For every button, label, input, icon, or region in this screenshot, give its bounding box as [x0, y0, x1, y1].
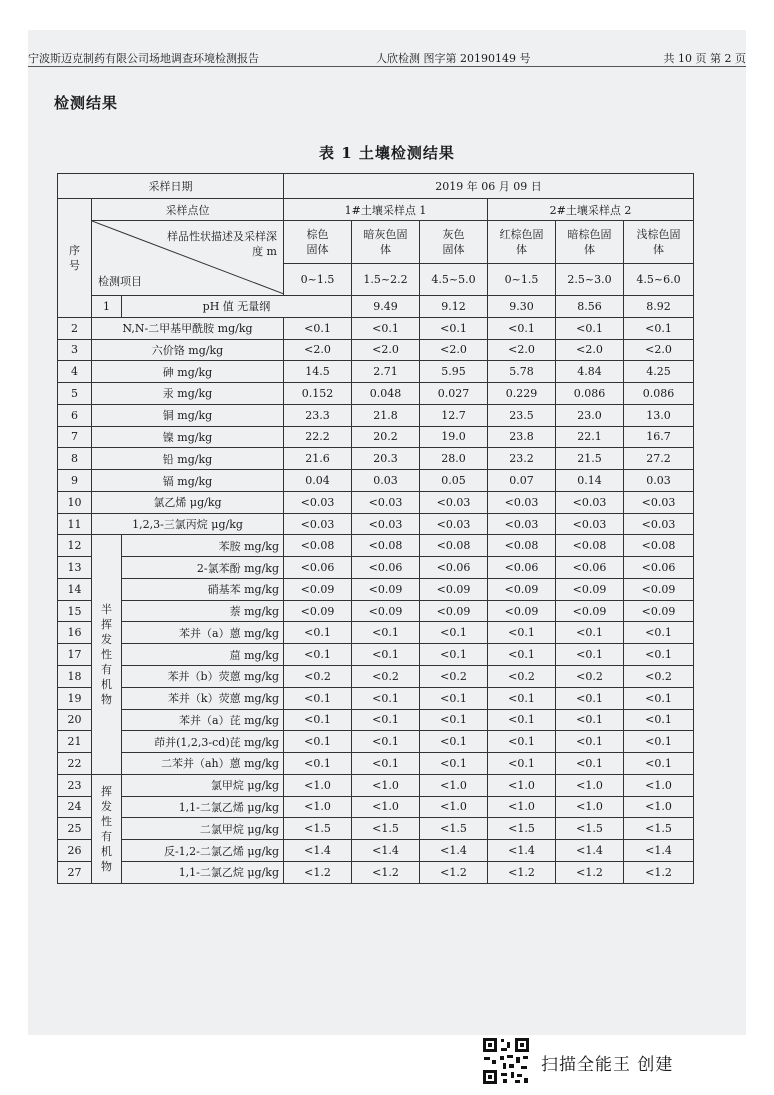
result-value: <0.03	[488, 491, 556, 513]
result-value: <0.2	[624, 666, 694, 688]
table-row	[58, 404, 694, 426]
row-number: 22	[58, 753, 92, 775]
result-value: <0.1	[624, 644, 694, 666]
result-value: <0.1	[624, 731, 694, 753]
test-item-name: 氯甲烷 μg/kg	[122, 774, 284, 796]
row-number: 10	[58, 491, 92, 513]
sampling-point-label: 采样点位	[92, 199, 284, 221]
test-item-name: 二氯甲烷 μg/kg	[122, 818, 284, 840]
result-value: <1.5	[556, 818, 624, 840]
table-row	[58, 709, 694, 731]
sample-description: 暗灰色固体	[352, 221, 420, 264]
row-number: 14	[58, 578, 92, 600]
result-value: 8.92	[624, 296, 694, 318]
test-item-name: 氯乙烯 μg/kg	[92, 491, 284, 513]
result-value: <0.1	[352, 317, 420, 339]
row-number: 12	[58, 535, 92, 557]
group-semi-volatile: 半挥发性有机物	[92, 535, 122, 774]
row-number: 21	[58, 731, 92, 753]
result-value: 0.03	[624, 470, 694, 492]
result-value: <0.1	[420, 731, 488, 753]
table-row	[58, 339, 694, 361]
result-value: 0.03	[352, 470, 420, 492]
result-value: <0.1	[556, 687, 624, 709]
test-item-name: 二苯并（ah）蒽 mg/kg	[122, 753, 284, 775]
result-value: <1.5	[624, 818, 694, 840]
result-value: <0.1	[488, 317, 556, 339]
result-value: <1.4	[624, 840, 694, 862]
result-value: <0.03	[556, 491, 624, 513]
result-value: 21.5	[556, 448, 624, 470]
sampling-point-1: 1#土壤采样点 1	[284, 199, 488, 221]
result-value: <1.4	[488, 840, 556, 862]
result-value: <0.08	[284, 535, 352, 557]
description-depth-label: 样品性状描述及采样深度 m	[167, 230, 277, 258]
result-value: <0.09	[352, 600, 420, 622]
result-value: <0.2	[556, 666, 624, 688]
result-value: <0.1	[420, 622, 488, 644]
result-value: 9.30	[488, 296, 556, 318]
result-value: <0.1	[284, 709, 352, 731]
row-number: 1	[92, 296, 122, 318]
header-page-number: 共 10 页 第 2 页	[663, 52, 746, 65]
test-item-name: 苯并（b）荧蒽 mg/kg	[122, 666, 284, 688]
test-item-name: pH 值 无量纲	[122, 296, 352, 318]
result-value: <0.1	[284, 753, 352, 775]
result-value: 23.3	[284, 404, 352, 426]
result-value: <1.0	[284, 774, 352, 796]
result-value: <1.0	[284, 796, 352, 818]
soil-results-table	[57, 173, 694, 884]
table-row	[58, 535, 694, 557]
header-report-number: 人欣检测 图字第 20190149 号	[376, 52, 531, 65]
result-value: <0.2	[420, 666, 488, 688]
result-value: <0.1	[624, 709, 694, 731]
result-value: 28.0	[420, 448, 488, 470]
result-value: <2.0	[624, 339, 694, 361]
result-value: <0.09	[624, 578, 694, 600]
result-value: <2.0	[284, 339, 352, 361]
result-value: <0.1	[556, 644, 624, 666]
sample-depth: 2.5~3.0	[556, 264, 624, 296]
result-value: <0.03	[284, 513, 352, 535]
row-number: 25	[58, 818, 92, 840]
result-value: <0.1	[352, 687, 420, 709]
result-value: <0.1	[488, 622, 556, 644]
result-value: 20.2	[352, 426, 420, 448]
result-value: 0.07	[488, 470, 556, 492]
table-row	[58, 644, 694, 666]
row-number: 11	[58, 513, 92, 535]
sample-depth: 0~1.5	[284, 264, 352, 296]
result-value: <0.09	[488, 600, 556, 622]
result-value: <1.0	[488, 774, 556, 796]
result-value: <0.09	[284, 578, 352, 600]
result-value: <0.1	[488, 753, 556, 775]
result-value: <0.09	[556, 600, 624, 622]
result-value: <2.0	[556, 339, 624, 361]
result-value: <0.1	[352, 622, 420, 644]
result-value: 0.152	[284, 383, 352, 405]
result-value: <1.5	[488, 818, 556, 840]
result-value: 23.5	[488, 404, 556, 426]
result-value: 12.7	[420, 404, 488, 426]
result-value: 13.0	[624, 404, 694, 426]
result-value: <0.1	[624, 622, 694, 644]
result-value: 8.56	[556, 296, 624, 318]
result-value: <1.2	[284, 861, 352, 883]
result-value: <0.06	[624, 557, 694, 579]
result-value: <0.1	[420, 317, 488, 339]
result-value: <0.09	[284, 600, 352, 622]
test-item-name: 反-1,2-二氯乙烯 μg/kg	[122, 840, 284, 862]
test-item-name: 苯并（k）荧蒽 mg/kg	[122, 687, 284, 709]
row-number: 24	[58, 796, 92, 818]
result-value: <1.2	[488, 861, 556, 883]
row-number: 13	[58, 557, 92, 579]
test-item-name: 铜 mg/kg	[92, 404, 284, 426]
test-item-label: 检测项目	[98, 275, 142, 288]
test-item-name: 茚并(1,2,3-cd)芘 mg/kg	[122, 731, 284, 753]
table-row	[58, 840, 694, 862]
result-value: <0.08	[420, 535, 488, 557]
table-row	[58, 361, 694, 383]
table-row	[58, 578, 694, 600]
result-value: <1.2	[420, 861, 488, 883]
result-value: 5.95	[420, 361, 488, 383]
result-value: <1.4	[284, 840, 352, 862]
test-item-name: 铅 mg/kg	[92, 448, 284, 470]
table-row	[58, 470, 694, 492]
sample-depth: 4.5~6.0	[624, 264, 694, 296]
result-value: <0.1	[624, 317, 694, 339]
result-value: <1.4	[420, 840, 488, 862]
result-value: 21.6	[284, 448, 352, 470]
table-row	[58, 774, 694, 796]
scanner-watermark: 扫描全能王 创建	[541, 1055, 674, 1075]
group-volatile: 挥发性有机物	[92, 774, 122, 883]
result-value: <0.09	[556, 578, 624, 600]
result-value: <0.1	[420, 687, 488, 709]
table-row	[58, 687, 694, 709]
sample-description: 暗棕色固体	[556, 221, 624, 264]
result-value: 0.05	[420, 470, 488, 492]
result-value: <0.06	[352, 557, 420, 579]
table-row	[58, 796, 694, 818]
result-value: 4.84	[556, 361, 624, 383]
result-value: 0.04	[284, 470, 352, 492]
test-item-name: 汞 mg/kg	[92, 383, 284, 405]
result-value: <0.03	[284, 491, 352, 513]
result-value: 22.2	[284, 426, 352, 448]
result-value: <0.09	[420, 600, 488, 622]
table-row	[58, 731, 694, 753]
table-row	[58, 600, 694, 622]
result-value: <1.0	[624, 774, 694, 796]
table-row	[58, 753, 694, 775]
result-value: <2.0	[352, 339, 420, 361]
result-value: <1.0	[420, 774, 488, 796]
result-value: 19.0	[420, 426, 488, 448]
sampling-date-label: 采样日期	[58, 174, 284, 199]
result-value: <1.0	[624, 796, 694, 818]
result-value: <0.1	[624, 687, 694, 709]
result-value: <0.08	[352, 535, 420, 557]
table-row	[58, 448, 694, 470]
result-value: <1.5	[420, 818, 488, 840]
test-item-name: 䓛 mg/kg	[122, 644, 284, 666]
result-value: <0.08	[488, 535, 556, 557]
result-value: <0.1	[488, 709, 556, 731]
row-number: 27	[58, 861, 92, 883]
result-value: <0.06	[488, 557, 556, 579]
result-value: <0.09	[420, 578, 488, 600]
result-value: <0.03	[624, 513, 694, 535]
result-value: <2.0	[420, 339, 488, 361]
result-value: <0.09	[624, 600, 694, 622]
header-report-title: 宁波斯迈克制药有限公司场地调查环境检测报告	[28, 52, 259, 65]
result-value: 0.027	[420, 383, 488, 405]
test-item-name: 2-氯苯酚 mg/kg	[122, 557, 284, 579]
row-number: 6	[58, 404, 92, 426]
row-number: 23	[58, 774, 92, 796]
result-value: 0.14	[556, 470, 624, 492]
table-row	[58, 557, 694, 579]
result-value: <1.0	[556, 796, 624, 818]
result-value: <0.2	[488, 666, 556, 688]
result-value: <0.1	[488, 731, 556, 753]
result-value: <0.1	[488, 687, 556, 709]
test-item-name: 苯并（a）蒽 mg/kg	[122, 622, 284, 644]
section-title: 检测结果	[54, 94, 119, 112]
result-value: <1.2	[624, 861, 694, 883]
result-value: <0.1	[420, 644, 488, 666]
row-number: 4	[58, 361, 92, 383]
test-item-name: 六价铬 mg/kg	[92, 339, 284, 361]
test-item-name: 1,1-二氯乙烯 μg/kg	[122, 796, 284, 818]
row-number: 18	[58, 666, 92, 688]
result-value: <0.06	[284, 557, 352, 579]
result-value: 0.048	[352, 383, 420, 405]
table-row	[58, 513, 694, 535]
result-value: <1.2	[352, 861, 420, 883]
test-item-name: N,N-二甲基甲酰胺 mg/kg	[92, 317, 284, 339]
result-value: <0.03	[556, 513, 624, 535]
page-header	[28, 48, 746, 67]
qr-code-icon	[481, 1036, 531, 1086]
result-value: <0.1	[556, 709, 624, 731]
result-value: <0.06	[420, 557, 488, 579]
result-value: <1.0	[488, 796, 556, 818]
test-item-name: 镉 mg/kg	[92, 470, 284, 492]
result-value: <0.2	[352, 666, 420, 688]
sampling-date-value: 2019 年 06 月 09 日	[284, 174, 694, 199]
row-number: 20	[58, 709, 92, 731]
result-value: 0.086	[556, 383, 624, 405]
result-value: <0.03	[420, 491, 488, 513]
table-title: 表 1 土壤检测结果	[319, 144, 455, 162]
result-value: <0.1	[556, 317, 624, 339]
result-value: 9.49	[352, 296, 420, 318]
sample-description: 棕色固体	[284, 221, 352, 264]
result-value: <0.2	[284, 666, 352, 688]
result-value: 9.12	[420, 296, 488, 318]
result-value: <0.09	[352, 578, 420, 600]
result-value: <0.1	[284, 622, 352, 644]
result-value: <0.03	[352, 513, 420, 535]
result-value: <1.5	[284, 818, 352, 840]
result-value: <0.1	[284, 731, 352, 753]
result-value: 23.2	[488, 448, 556, 470]
result-value: <0.1	[556, 731, 624, 753]
result-value: <1.0	[352, 774, 420, 796]
result-value: 0.229	[488, 383, 556, 405]
sample-description: 灰色固体	[420, 221, 488, 264]
row-number: 7	[58, 426, 92, 448]
result-value: 27.2	[624, 448, 694, 470]
result-value: <0.03	[624, 491, 694, 513]
table-row	[58, 861, 694, 883]
result-value: <0.08	[556, 535, 624, 557]
result-value: 21.8	[352, 404, 420, 426]
table-row	[58, 491, 694, 513]
table-row	[58, 383, 694, 405]
result-value: <0.03	[352, 491, 420, 513]
sample-depth: 0~1.5	[488, 264, 556, 296]
test-item-name: 萘 mg/kg	[122, 600, 284, 622]
result-value: <0.03	[488, 513, 556, 535]
test-item-name: 砷 mg/kg	[92, 361, 284, 383]
result-value: 5.78	[488, 361, 556, 383]
result-value: <1.5	[352, 818, 420, 840]
test-item-name: 1,2,3-三氯丙烷 μg/kg	[92, 513, 284, 535]
sample-description: 红棕色固体	[488, 221, 556, 264]
row-number: 9	[58, 470, 92, 492]
row-number: 8	[58, 448, 92, 470]
row-number: 5	[58, 383, 92, 405]
result-value: <0.1	[556, 753, 624, 775]
result-value: <0.1	[488, 644, 556, 666]
row-number: 2	[58, 317, 92, 339]
result-value: 14.5	[284, 361, 352, 383]
result-value: <0.1	[624, 753, 694, 775]
result-value: 20.3	[352, 448, 420, 470]
result-value: <0.03	[420, 513, 488, 535]
row-number: 15	[58, 600, 92, 622]
result-value: <1.4	[352, 840, 420, 862]
table-row	[58, 666, 694, 688]
sample-description: 浅棕色固体	[624, 221, 694, 264]
result-value: <0.08	[624, 535, 694, 557]
table-row	[58, 426, 694, 448]
result-value: <2.0	[488, 339, 556, 361]
result-value: <0.1	[420, 753, 488, 775]
test-item-name: 1,1-二氯乙烷 μg/kg	[122, 861, 284, 883]
test-item-name: 苯胺 mg/kg	[122, 535, 284, 557]
result-value: 16.7	[624, 426, 694, 448]
result-value: <1.0	[352, 796, 420, 818]
sample-depth: 1.5~2.2	[352, 264, 420, 296]
table-row	[58, 317, 694, 339]
sample-depth: 4.5~5.0	[420, 264, 488, 296]
result-value: 22.1	[556, 426, 624, 448]
result-value: 23.8	[488, 426, 556, 448]
test-item-name: 苯并（a）芘 mg/kg	[122, 709, 284, 731]
row-number: 26	[58, 840, 92, 862]
table-row	[58, 296, 694, 318]
row-number: 16	[58, 622, 92, 644]
result-value: <0.1	[352, 709, 420, 731]
result-value: <0.1	[352, 644, 420, 666]
test-item-name: 镍 mg/kg	[92, 426, 284, 448]
result-value: 4.25	[624, 361, 694, 383]
sampling-point-2: 2#土壤采样点 2	[488, 199, 694, 221]
result-value: <1.0	[556, 774, 624, 796]
result-value: <0.1	[284, 644, 352, 666]
row-number: 17	[58, 644, 92, 666]
row-number: 19	[58, 687, 92, 709]
row-number: 3	[58, 339, 92, 361]
result-value: <0.1	[284, 317, 352, 339]
test-item-name: 硝基苯 mg/kg	[122, 578, 284, 600]
result-value: 23.0	[556, 404, 624, 426]
result-value: <0.1	[556, 622, 624, 644]
result-value: <0.09	[488, 578, 556, 600]
result-value: <0.1	[352, 753, 420, 775]
result-value: 0.086	[624, 383, 694, 405]
diagonal-header-cell	[92, 221, 284, 296]
result-value: <0.1	[420, 709, 488, 731]
result-value: <1.2	[556, 861, 624, 883]
result-value: 2.71	[352, 361, 420, 383]
table-row	[58, 818, 694, 840]
result-value: <1.0	[420, 796, 488, 818]
result-value: <0.1	[352, 731, 420, 753]
result-value: <1.4	[556, 840, 624, 862]
serial-number-header: 序号	[58, 199, 92, 318]
table-row	[58, 622, 694, 644]
result-value: <0.1	[284, 687, 352, 709]
result-value: <0.06	[556, 557, 624, 579]
